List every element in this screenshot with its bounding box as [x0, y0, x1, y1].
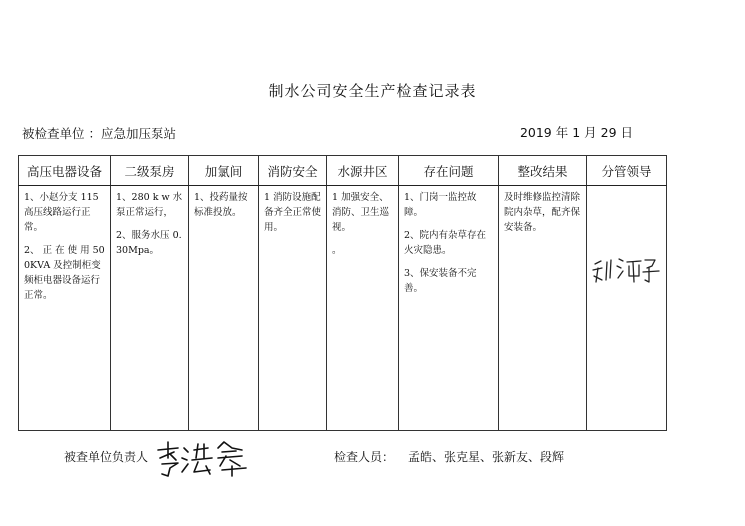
table-row — [19, 186, 667, 431]
header-leader: 分管领导 — [587, 156, 667, 186]
cell-high-voltage — [19, 186, 111, 431]
cell-rectification — [499, 186, 587, 431]
cell-text: 3、保安装备不完善。 — [404, 268, 477, 294]
cell-fire-safety — [259, 186, 327, 431]
cell-text: 1、门岗一监控故障。 — [404, 192, 477, 218]
header-chlorination: 加氯间 — [189, 156, 259, 186]
header-problems: 存在问题 — [399, 156, 499, 186]
cell-text: 1、投药量按标准投放。 — [194, 192, 248, 218]
cell-text: 及时维修监控清除院内杂草，配齐保安装备。 — [504, 192, 581, 233]
cell-well-area — [327, 186, 399, 431]
header-pump-room: 二级泵房 — [111, 156, 189, 186]
cell-text: 1、280 k w 水泵正常运行， — [116, 192, 183, 218]
cell-text: 2、院内有杂草存在火灾隐患。 — [404, 230, 487, 256]
cell-chlorination — [189, 186, 259, 431]
cell-problems — [399, 186, 499, 431]
inspectors-label: 检查人员： — [334, 450, 395, 464]
cell-text: 1 消防设施配备齐全正常使用。 — [264, 192, 322, 233]
inspection-table — [18, 155, 667, 431]
table-header-row — [19, 156, 667, 186]
cell-text: 。 — [332, 245, 342, 256]
inspection-date: 2019 年 1 月 29 日 — [519, 125, 633, 140]
inspectors-names: 孟皓、张克星、张新友、段辉 — [408, 450, 565, 464]
responsible-person-label: 被查单位负责人 — [64, 450, 149, 464]
cell-leader — [587, 186, 667, 431]
header-well-area: 水源井区 — [327, 156, 399, 186]
cell-text: 1 加强安全、消防、卫生巡视。 — [332, 192, 390, 233]
header-high-voltage: 高压电器设备 — [19, 156, 111, 186]
cell-pump-room — [111, 186, 189, 431]
header-rectification: 整改结果 — [499, 156, 587, 186]
leader-signature — [589, 252, 663, 288]
document-title: 制水公司安全生产检查记录表 — [268, 82, 477, 100]
cell-text: 1、小赵分支 115 高压线路运行正常。 — [24, 192, 102, 233]
responsible-signature — [152, 436, 252, 480]
inspected-unit: 被检查单位 ：应急加压泵站 — [22, 126, 176, 141]
cell-text: 2、服务水压 0.30Mpa。 — [116, 230, 182, 256]
cell-text: 2、 正 在 使 用 500KVA 及控制柜变频柜电器设备运行正常。 — [24, 245, 105, 301]
header-fire-safety: 消防安全 — [259, 156, 327, 186]
